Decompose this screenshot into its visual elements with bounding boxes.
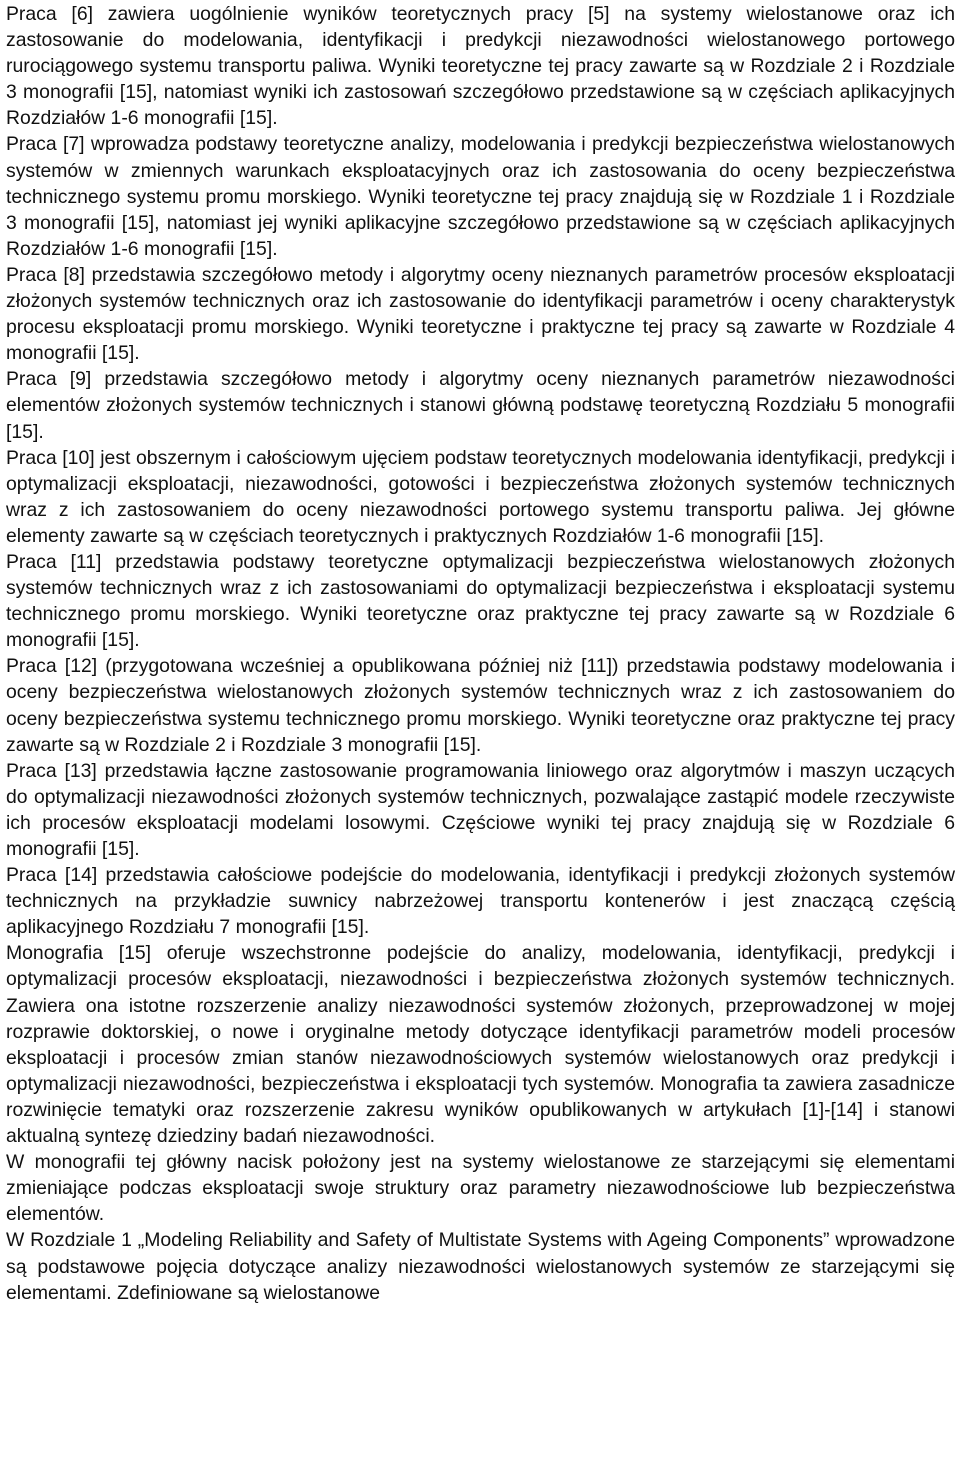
paragraph-monografia-focus: W monografii tej główny nacisk położony jest na systemy wielostanowe ze starzejącymi się elementami zmieniające podczas eksploatacji swoje struktury oraz parametry niezawodnościowe lub bezpieczeństwa elementów. bbox=[6, 1151, 955, 1226]
paragraph-praca-11: Praca [11] przedstawia podstawy teoretyczne optymalizacji bezpieczeństwa wielostanowych złożonych systemów technicznych wraz z ich zastosowaniami do optymalizacji bezpieczeństwa i eksploatacji systemu technicznego promu morskiego. Wyniki teoretyczne oraz praktyczne tej pracy zawarte są w Rozdziale 6 monografii [15]. bbox=[6, 550, 955, 652]
paragraph-praca-7: Praca [7] wprowadza podstawy teoretyczne analizy, modelowania i predykcji bezpieczeństwa wielostanowych systemów w zmiennych warunkach eksploatacyjnych oraz ich zastosowania do oceny bezpieczeństwa technicznego systemu promu morskiego. Wyniki teoretyczne tej pracy znajdują się w Rozdziale 1 i Rozdziale 3 monografii [15], natomiast jej wyniki aplikacyjne szczegółowo przedstawione są w częściach aplikacyjnych Rozdziałów 1-6 monografii [15]. bbox=[6, 133, 955, 260]
paragraph-praca-10: Praca [10] jest obszernym i całościowym ujęciem podstaw teoretycznych modelowania identyfikacji, predykcji i optymalizacji eksploatacji, niezawodności, gotowości i bezpieczeństwa złożonych systemów technicznych wraz z ich zastosowaniem do oceny niezawodności portowego systemu transportu paliwa. Jej główne elementy zawarte są w częściach teoretycznych i praktycznych Rozdziałów 1-6 monografii [15]. bbox=[6, 446, 955, 547]
paragraph-praca-9: Praca [9] przedstawia szczegółowo metody i algorytmy oceny nieznanych parametrów niezawodności elementów złożonych systemów technicznych i stanowi główną podstawę teoretyczną Rozdziału 5 monografii [15]. bbox=[6, 368, 955, 443]
paragraph-rozdzial-1: W Rozdziale 1 „Modeling Reliability and Safety of Multistate Systems with Ageing Components” wprowadzone są podstawowe pojęcia dotyczące analizy niezawodności wielostanowych systemów ze starzejącymi się elementami. Zdefiniowane są wielostanowe bbox=[6, 1229, 955, 1304]
paragraph-praca-13: Praca [13] przedstawia łączne zastosowanie programowania liniowego oraz algorytmów i maszyn uczących do optymalizacji niezawodności złożonych systemów technicznych, pozwalające zastąpić modele rzeczywiste ich procesów eksploatacji modelami losowymi. Częściowe wyniki tej pracy znajdują się w Rozdziale 6 monografii [15]. bbox=[6, 759, 955, 860]
paragraph-praca-12: Praca [12] (przygotowana wcześniej a opublikowana później niż [11]) przedstawia podstawy modelowania i oceny bezpieczeństwa wielostanowych złożonych systemów technicznych wraz z ich zastosowaniem do oceny bezpieczeństwa systemu technicznego promu morskiego. Wyniki teoretyczne oraz praktyczne tej pracy zawarte są w Rozdziale 2 i Rozdziale 3 monografii [15]. bbox=[6, 655, 955, 756]
paragraph-praca-6: Praca [6] zawiera uogólnienie wyników teoretycznych pracy [5] na systemy wielostanowe oraz ich zastosowanie do modelowania, identyfikacji i predykcji niezawodności wielostanowego portowego rurociągowego systemu transportu paliwa. Wyniki teoretyczne tej pracy zawarte są w Rozdziale 2 i Rozdziale 3 monografii [15], natomiast wyniki ich zastosowań szczegółowo przedstawione są w częściach aplikacyjnych Rozdziałów 1-6 monografii [15]. bbox=[6, 3, 955, 130]
paragraph-praca-14: Praca [14] przedstawia całościowe podejście do modelowania, identyfikacji i predykcji złożonych systemów technicznych na przykładzie suwnicy nabrzeżowej transportu kontenerów i jest znaczącą częścią aplikacyjnego Rozdziału 7 monografii [15]. bbox=[6, 864, 955, 939]
paragraph-monografia-15: Monografia [15] oferuje wszechstronne podejście do analizy, modelowania, identyfikacji, predykcji i optymalizacji procesów eksploatacji, niezawodności i bezpieczeństwa złożonych systemów technicznych. Zawiera ona istotne rozszerzenie analizy niezawodności systemów złożonych, przeprowadzonej w mojej rozprawie doktorskiej, o nowe i oryginalne metody dotyczące identyfikacji parametrów modeli procesów eksploatacji i procesów zmian stanów niezawodnościowych systemów wielostanowych oraz predykcji i optymalizacji niezawodności, bezpieczeństwa i eksploatacji tych systemów. Monografia ta zawiera zasadnicze rozwinięcie tematyki oraz rozszerzenie zakresu wyników opublikowanych w artykułach [1]-[14] i stanowi aktualną syntezę dziedziny badań niezawodności. bbox=[6, 942, 955, 1148]
paragraph-praca-8: Praca [8] przedstawia szczegółowo metody i algorytmy oceny nieznanych parametrów procesów eksploatacji złożonych systemów technicznych oraz ich zastosowanie do identyfikacji parametrów i oceny charakterystyk procesu eksploatacji promu morskiego. Wyniki teoretyczne i praktyczne tej pracy są zawarte w Rozdziale 4 monografii [15]. bbox=[6, 263, 955, 365]
